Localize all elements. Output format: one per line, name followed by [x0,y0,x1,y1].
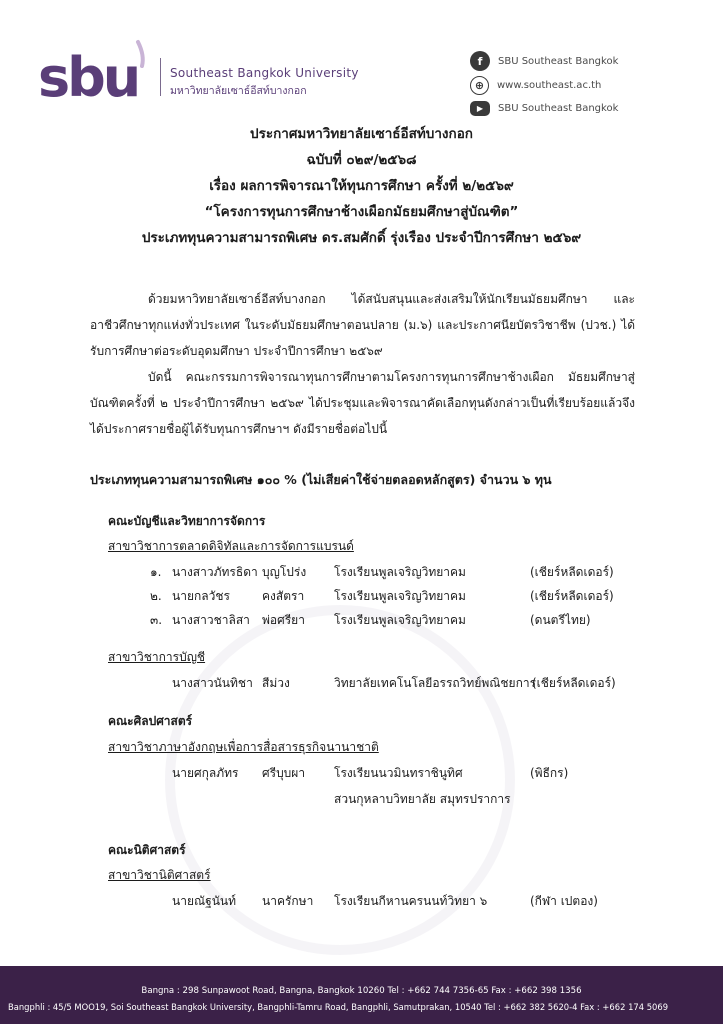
facebook-text: SBU Southeast Bangkok [498,55,619,67]
student-school-line2: สวนกุหลาบวิทยาลัย สมุทรปราการ [334,792,511,806]
logo-divider [160,58,161,96]
student-last-name: ศรีบุบผา [262,766,306,780]
youtube-contact[interactable] [470,101,618,116]
student-row [0,587,723,607]
project-name: “โครงการทุนการศึกษาช้างเผือกมัธยมศึกษาสู่บัณฑิต” [204,204,519,220]
student-row-continued [0,790,723,810]
website-text: www.southeast.ac.th [497,80,602,91]
footer-bangna-address: Bangna : 298 Sunpawoot Road, Bangna, Bangkok 10260 Tel : +662 744 7356-65 Fax : +662 398 1356 [141,986,582,996]
student-talent: (ดนตรีไทย) [530,613,591,627]
student-last-name: บุญโปร่ง [262,565,307,579]
faculty-heading: คณะศิลปศาสตร์ [108,714,193,728]
logo-text: sbu [38,46,139,108]
student-last-name: คงสัตรา [262,589,305,603]
announcement-title: ประกาศมหาวิทยาลัยเซาธ์อีสท์บางกอก [250,126,473,142]
student-first-name: นางสาวชาลิสา [172,613,250,627]
faculty-heading: คณะนิติศาสตร์ [108,843,186,857]
university-name-en: Southeast Bangkok University [170,66,359,80]
intro-paragraph [90,286,635,364]
student-talent: (เชียร์หลีดเดอร์) [530,589,614,603]
student-number: ๓. [150,613,163,627]
student-row [0,563,723,583]
website-contact[interactable] [470,76,601,95]
university-name-th: มหาวิทยาลัยเซาธ์อีสท์บางกอก [170,85,307,97]
student-number: ๑. [150,565,162,579]
decision-text: บัดนี้ คณะกรรมการพิจารณาทุนการศึกษาตามโครงการทุนการศึกษาช้างเผือก มัธยมศึกษาสู่บัณฑิตครั้งที่ ๒ ประจำปีการศึกษา ๒๕๖๙ ได้ประชุมและพิจารณาคัดเลือกทุนดังกล่าวเป็นที่เรียบร้อยแล้วจึงได้ประกาศรายชื่อผู้ได้รับทุนการศึกษาฯ ดังมีรายชื่อต่อไปนี้ [90,370,635,436]
student-last-name: พ่อศรียา [262,613,305,627]
major-heading: สาขาวิชานิติศาสตร์ [108,868,211,882]
student-row [0,674,723,694]
scholarship-category: ประเภททุนความสามารถพิเศษ ดร.สมศักดิ์ รุ่งเรือง ประจำปีการศึกษา ๒๕๖๙ [141,230,582,246]
footer-bangphli-address: Bangphli : 45/5 MOO19, Soi Southeast Bangkok University, Bangphli-Tamru Road, Bangphli, Samutprakan, 10540 Tel : +662 382 5620-4 Fax : +662 174 5069 [8,1002,669,1012]
scholarship-type-heading: ประเภททุนความสามารถพิเศษ ๑๐๐ % (ไม่เสียค่าใช้จ่ายตลอดหลักสูตร) จำนวน ๖ ทุน [90,472,552,487]
student-first-name: นายกลวัชร [172,589,230,603]
student-first-name: นายณัฐนันท์ [172,894,237,908]
major-heading: สาขาวิชาภาษาอังกฤษเพื่อการสื่อสารธุรกิจนานาชาติ [108,740,379,754]
major-heading: สาขาวิชาการตลาดดิจิทัลและการจัดการแบรนด์ [108,539,354,553]
student-first-name: นางสาวภัทรธิดา [172,565,258,579]
student-school: โรงเรียนกีหานครนนท์วิทยา ๖ [334,894,488,908]
announcement-subject: เรื่อง ผลการพิจารณาให้ทุนการศึกษา ครั้งที่ ๒/๒๕๖๙ [209,178,514,194]
student-school: โรงเรียนพูลเจริญวิทยาคม [334,613,466,627]
globe-icon: ⊕ [470,76,489,95]
student-number: ๒. [150,589,162,603]
student-talent: (เชียร์หลีดเดอร์) [532,676,616,690]
student-row [0,764,723,784]
faculty-heading: คณะบัญชีและวิทยาการจัดการ [108,514,266,528]
announcement-number: ฉบับที่ ๐๒๙/๒๕๖๘ [306,152,417,168]
student-talent: (เชียร์หลีดเดอร์) [530,565,614,579]
student-school: โรงเรียนนวมินทราชินูทิศ [334,766,463,780]
student-last-name: นาครักษา [262,894,314,908]
youtube-text: SBU Southeast Bangkok [498,103,619,114]
intro-text: ด้วยมหาวิทยาลัยเซาธ์อีสท์บางกอก ได้สนับสนุนและส่งเสริมให้นักเรียนมัธยมศึกษา และอาชีวศึกษาทุกแห่งทั่วประเทศ ในระดับมัธยมศึกษาตอนปลาย (ม.๖) และประกาศนียบัตรวิชาชีพ (ปวช.) ได้รับการศึกษาต่อระดับอุดมศึกษา ประจำปีการศึกษา ๒๕๖๙ [90,292,635,358]
student-talent: (กีฬา เปตอง) [530,894,598,908]
student-last-name: สีม่วง [262,676,290,690]
youtube-icon: ▶ [470,101,490,116]
student-first-name: นางสาวนันทิชา [172,676,253,690]
major-heading: สาขาวิชาการบัญชี [108,650,206,664]
student-row [0,892,723,912]
student-row [0,611,723,631]
student-school: โรงเรียนพูลเจริญวิทยาคม [334,565,466,579]
sbu-logo-mark [38,38,168,108]
facebook-icon: f [470,51,490,71]
address-footer [0,966,723,1024]
student-school: วิทยาลัยเทคโนโลยีอรรถวิทย์พณิชยการ [334,676,537,690]
student-first-name: นายศกุลภัทร [172,766,239,780]
decision-paragraph [90,364,635,442]
facebook-contact[interactable] [470,51,618,71]
student-school: โรงเรียนพูลเจริญวิทยาคม [334,589,466,603]
student-talent: (พิธีกร) [530,766,569,780]
